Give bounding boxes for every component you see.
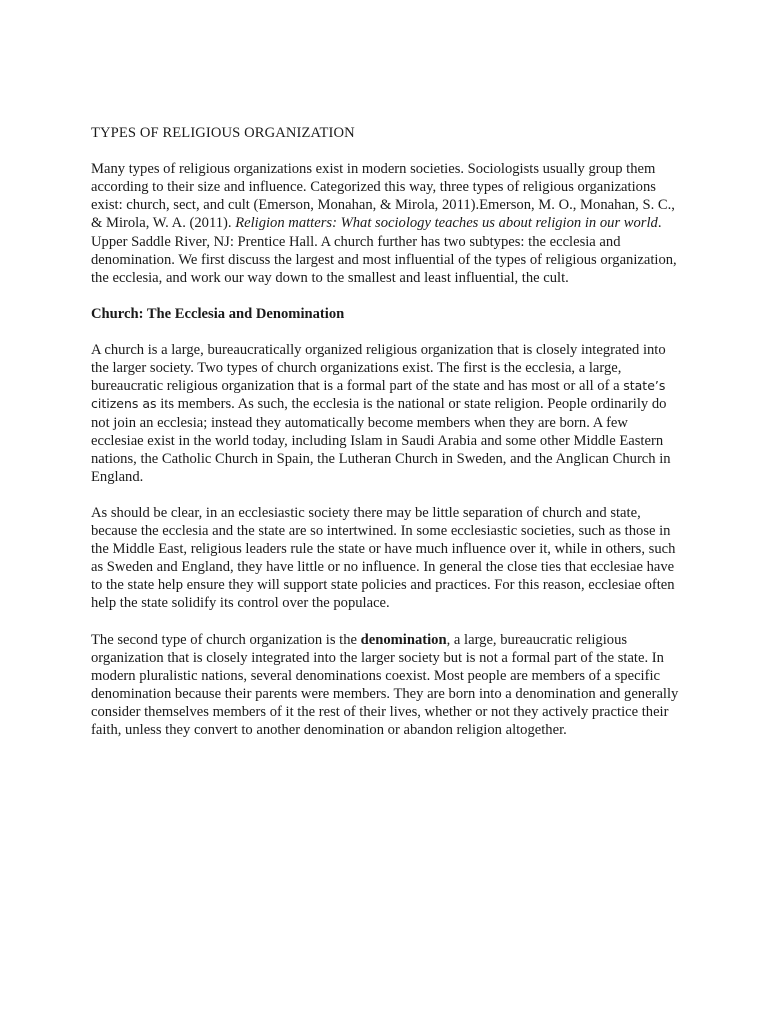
denomination-text-part2: , a large, bureaucratic religious organization that is closely integrated into the larger society but is not a formal part of the state. In modern pluralistic nations, several denominations coexist. Most people are members of a specific denomination because their parents were members. They are born into a denomination and generally consider themselves members of it the rest of their lives, whether or not they actively practice their faith, unless they convert to another denomination or abandon religion altogether. xyxy=(91,631,679,739)
denomination-paragraph xyxy=(91,631,681,740)
ecclesia-text-part1: A church is a large, bureaucratically organized religious organization that is closely integrated into the larger society. Two types of church organizations exist. The first is the ecclesia, a large, bureaucratic religious organization that is a formal part of the state and has most or all of a xyxy=(91,342,666,395)
citation-title: Religion matters: What sociology teaches us about religion in our world xyxy=(235,215,658,232)
intro-text-part1: Many types of religious organizations exist in modern societies. Sociologists usually group them according to their size and influence. Categorized this way, three types of religious organizations exist: church, sect, and cult (Emerson, Monahan, & Mirola, 2011).Emerson, M. O., Monahan, S. C., & Mirola, W. A. (2011). xyxy=(91,161,675,232)
document-page xyxy=(91,124,681,757)
document-title: TYPES OF RELIGIOUS ORGANIZATION xyxy=(91,125,355,141)
ecclesia-paragraph xyxy=(91,341,681,486)
separation-paragraph: As should be clear, in an ecclesiastic society there may be little separation of church and state, because the ecclesia and the state are so intertwined. In some ecclesiastic societies, such as those in the Middle East, religious leaders rule the state or have much influence over it, while in others, such as Sweden and England, they have little or no influence. In general the close ties that ecclesiae have to the state help ensure they will support state policies and practices. For this reason, ecclesiae often help the state solidify its control over the populace. xyxy=(91,504,676,612)
intro-text-part2: . Upper Saddle River, NJ: Prentice Hall. A church further has two subtypes: the ecclesia and denomination. We first discuss the largest and most influential of the types of religious organization, the ecclesia, and work our way down to the smallest and least influential, the cult. xyxy=(91,215,677,286)
ecclesia-sans-run: state’s citizens as xyxy=(91,378,666,412)
denomination-term: denomination xyxy=(360,631,447,648)
intro-paragraph xyxy=(91,160,681,287)
denomination-text-part1: The second type of church organization is the xyxy=(91,631,361,648)
ecclesia-text-part2: its members. As such, the ecclesia is the national or state religion. People ordinarily do not join an ecclesia; instead they automatically become members when they are born. A few ecclesiae exist in the world today, including Islam in Saudi Arabia and some other Middle Eastern nations, the Catholic Church in Spain, the Lutheran Church in Sweden, and the Anglican Church in England. xyxy=(91,396,671,485)
section-heading: Church: The Ecclesia and Denomination xyxy=(91,305,345,322)
